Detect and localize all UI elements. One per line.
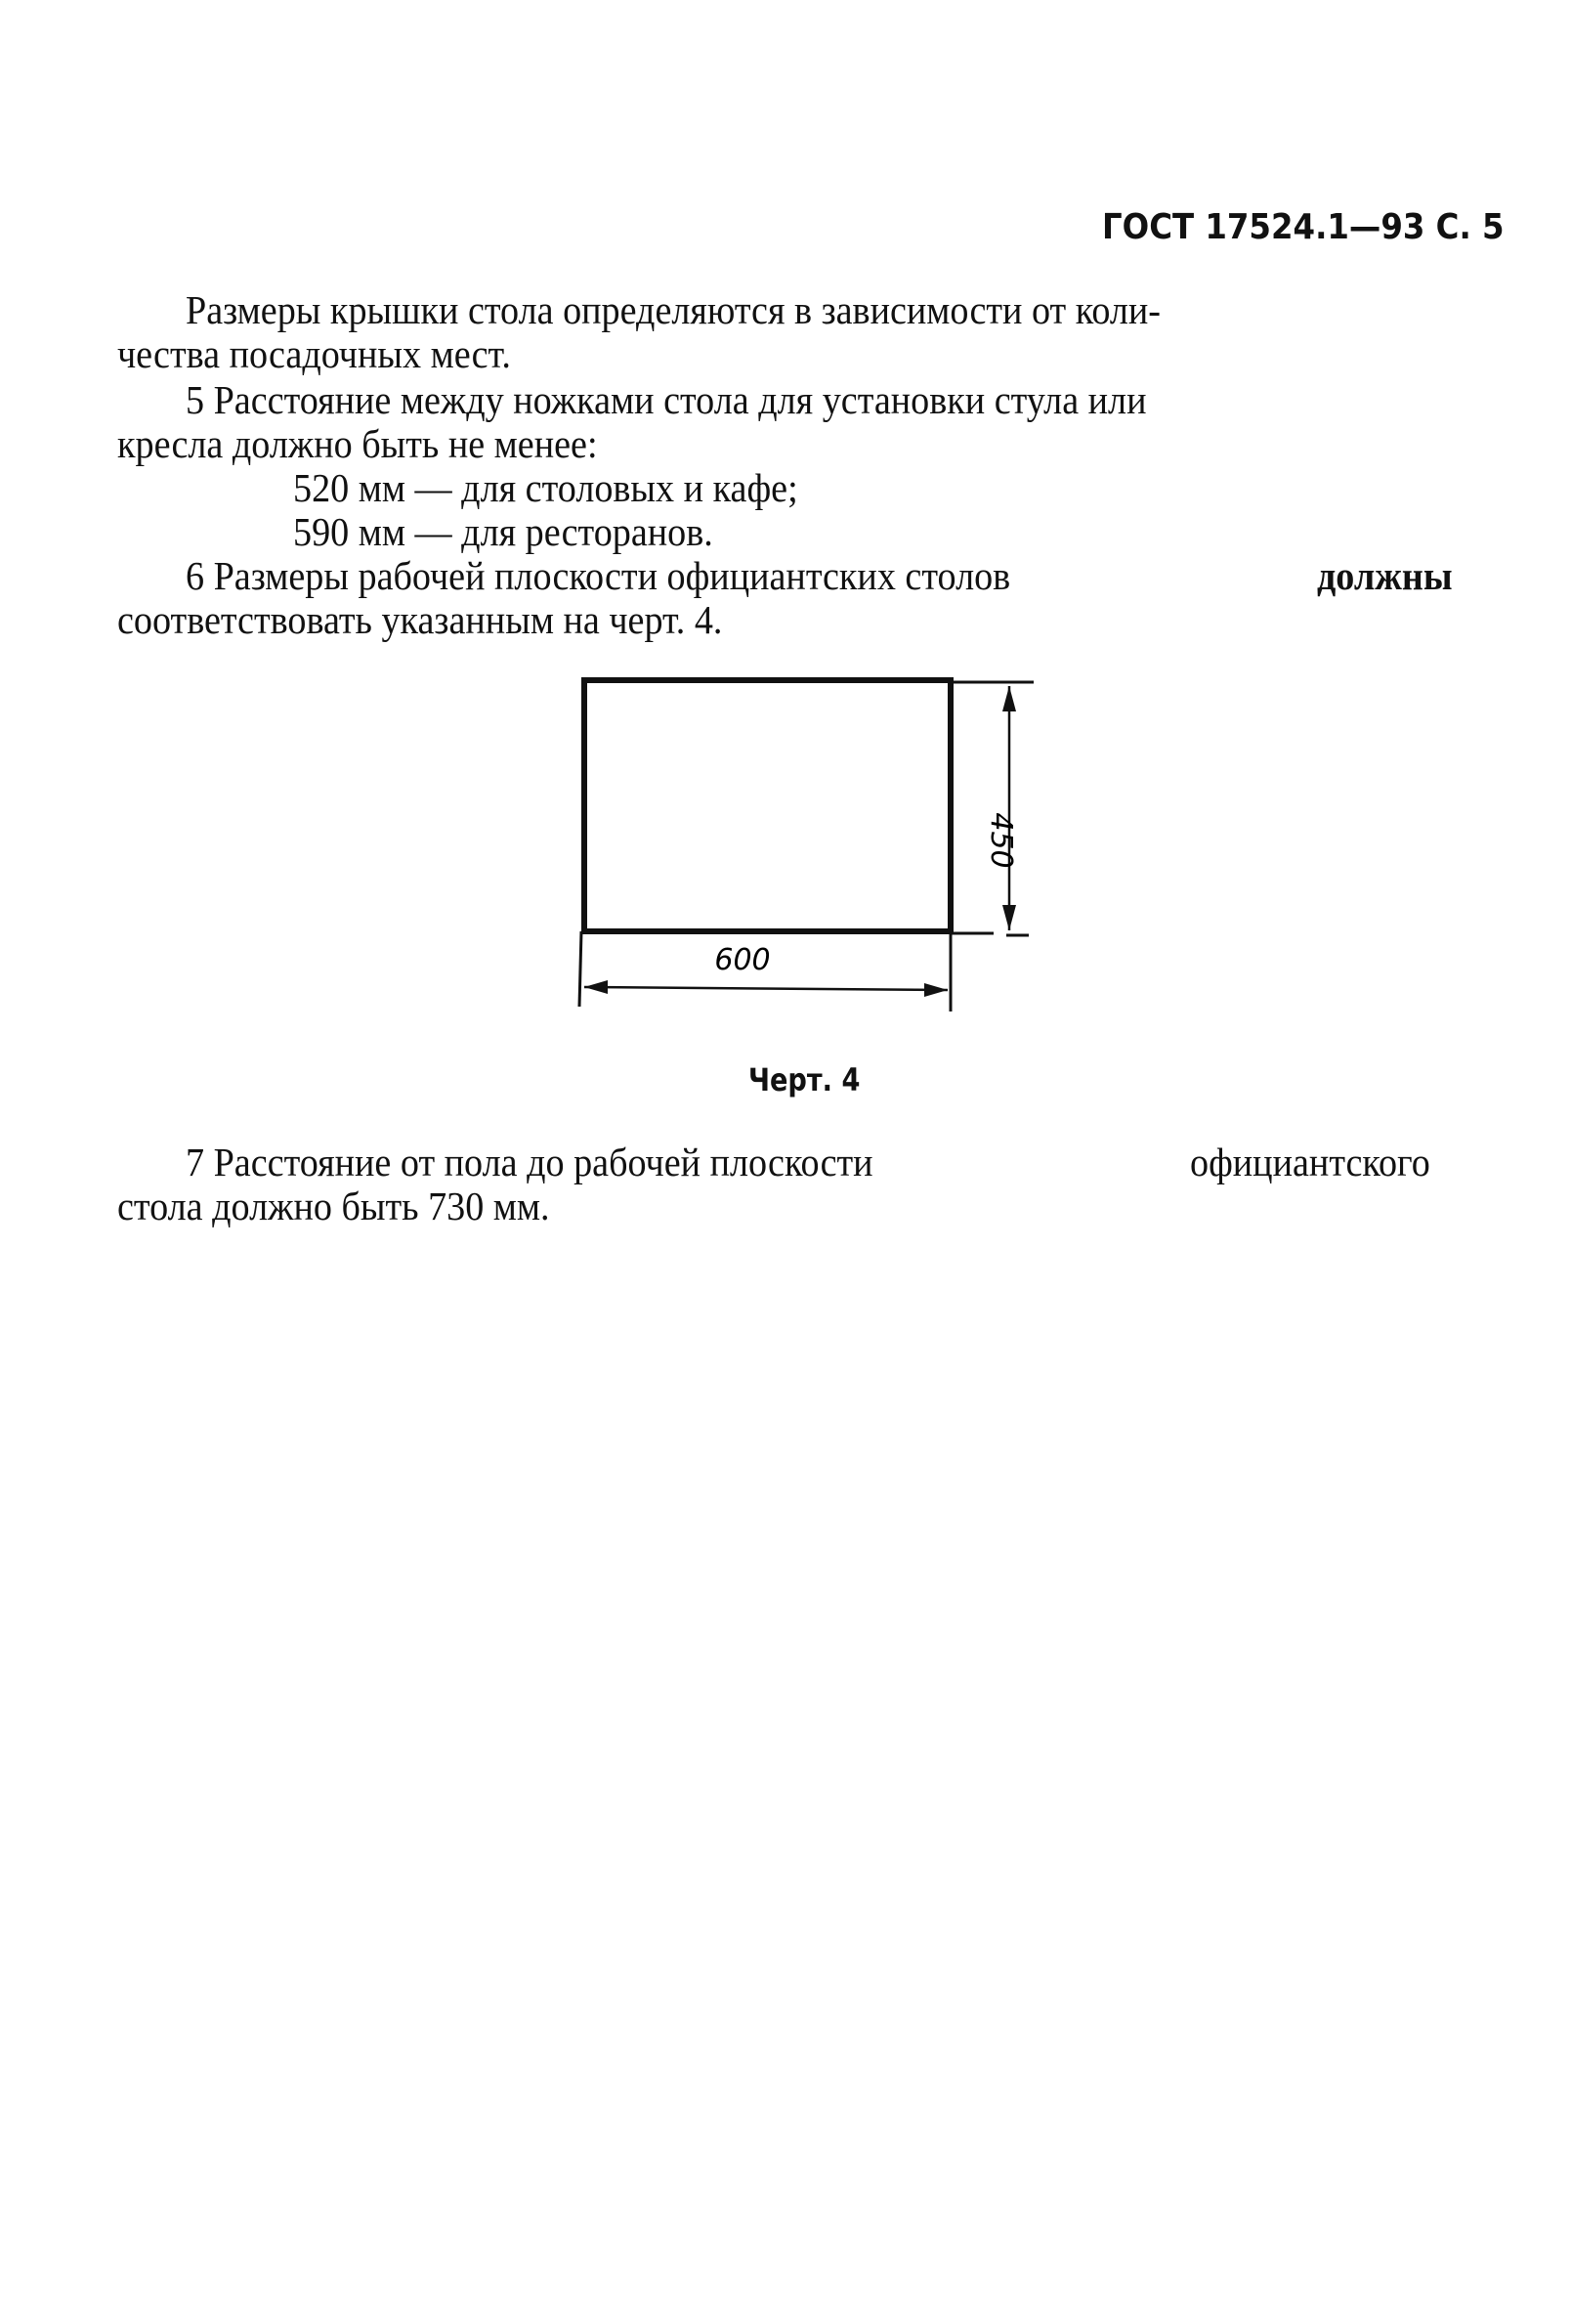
list-item-590: 590 мм — для ресторанов. bbox=[293, 509, 713, 554]
width-dimension-label: 600 bbox=[714, 943, 771, 977]
paragraph-intro-line2: чества посадочных мест. bbox=[117, 331, 511, 376]
paragraph-6-line1: 6 Размеры рабочей плоскости официантских столов bbox=[186, 553, 1011, 598]
paragraph-intro-line1: Размеры крышки стола определяются в зависимости от коли- bbox=[186, 287, 1162, 332]
height-dimension-label: 450 bbox=[984, 812, 1018, 869]
paragraph-7-line2: стола должно быть 730 мм. bbox=[117, 1184, 550, 1228]
list-item-520: 520 мм — для столовых и кафе; bbox=[293, 465, 798, 510]
table-top-drawing bbox=[557, 665, 1045, 1036]
paragraph-7-line1-end: официантского bbox=[1190, 1140, 1430, 1184]
document-header: ГОСТ 17524.1—93 С. 5 bbox=[1102, 207, 1505, 247]
paragraph-6-line1-end: должны bbox=[1317, 553, 1453, 598]
paragraph-5-line2: кресла должно быть не менее: bbox=[117, 421, 598, 466]
paragraph-7-line1: 7 Расстояние от пола до рабочей плоскости bbox=[186, 1140, 873, 1184]
figure-caption: Черт. 4 bbox=[748, 1061, 861, 1098]
paragraph-6-line2: соответствовать указанным на черт. 4. bbox=[117, 597, 723, 642]
paragraph-5-line1: 5 Расстояние между ножками стола для установки стула или bbox=[186, 377, 1147, 422]
worktop-outline bbox=[584, 680, 951, 931]
